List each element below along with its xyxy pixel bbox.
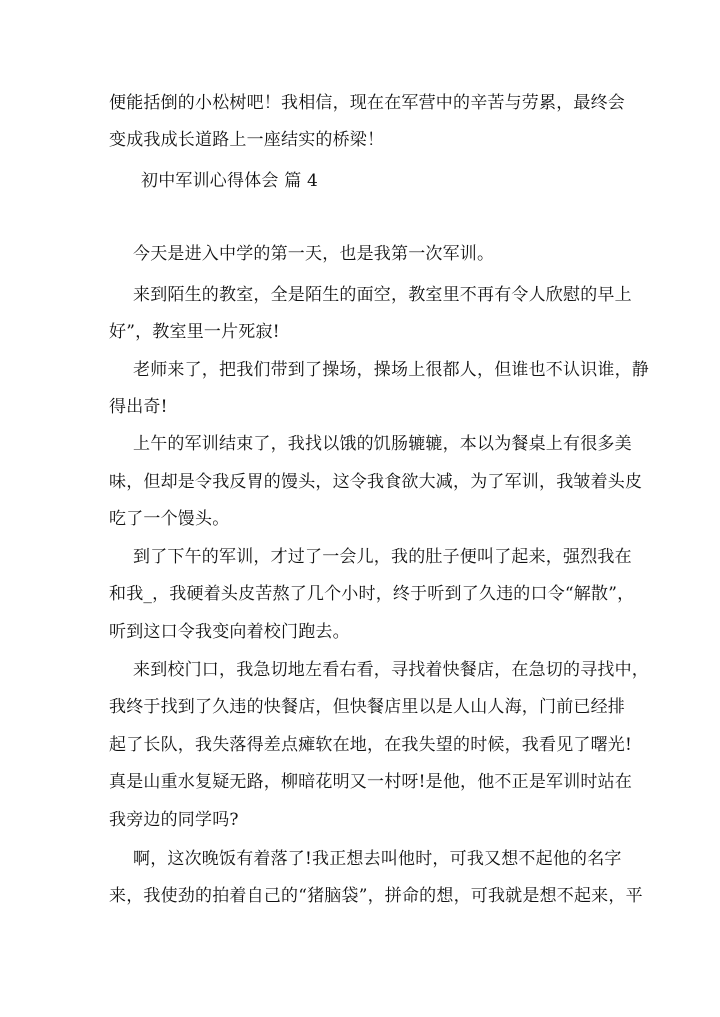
- paragraph-7-line-1: 啊，这次晚饭有着落了!我正想去叫他时，可我又想不起他的名字: [133, 849, 622, 869]
- paragraph-3-line-2: 得出奇!: [109, 397, 168, 417]
- intro-line-1: 便能括倒的小松树吧！我相信，现在在军营中的辛苦与劳累，最终会: [109, 93, 625, 113]
- paragraph-6-line-3: 起了长队，我失落得差点瘫软在地，在我失望的时候，我看见了曙光!: [109, 735, 633, 755]
- intro-line-2: 变成我成长道路上一座结实的桥梁！: [109, 130, 385, 150]
- paragraph-6-line-4: 真是山重水复疑无路，柳暗花明又一村呀!是他，他不正是军训时站在: [109, 772, 633, 792]
- paragraph-5-line-2: 和我_，我硬着头皮苦熬了几个小时，终于听到了久违的口令“解散”，: [109, 584, 635, 604]
- section-heading: 初中军训心得体会 篇 4: [141, 171, 319, 191]
- paragraph-2-line-1: 来到陌生的教室，全是陌生的面空，教室里不再有令人欣慰的早上: [133, 285, 632, 305]
- paragraph-6-line-5: 我旁边的同学吗?: [109, 810, 239, 830]
- paragraph-3-line-1: 老师来了，把我们带到了操场，操场上很都人，但谁也不认识谁，静: [133, 360, 649, 380]
- paragraph-6-line-1: 来到校门口，我急切地左看右看，寻找着快餐店，在急切的寻找中，: [133, 660, 649, 680]
- paragraph-7-line-2: 来，我使劲的拍着自己的“猪脑袋”，拼命的想，可我就是想不起来，平: [109, 886, 643, 906]
- paragraph-6-line-2: 我终于找到了久违的快餐店，但快餐店里以是人山人海，门前已经排: [109, 697, 625, 717]
- paragraph-5-line-1: 到了下午的军训，才过了一会儿，我的肚子便叫了起来，强烈我在: [133, 547, 632, 567]
- paragraph-1-line-1: 今天是进入中学的第一天，也是我第一次军训。: [133, 244, 495, 264]
- paragraph-5-line-3: 听到这口令我变向着校门跑去。: [109, 622, 350, 642]
- paragraph-2-line-2: 好”，教室里一片死寂!: [109, 322, 280, 342]
- paragraph-4-line-2: 味，但却是令我反胃的馒头，这令我食欲大减，为了军训，我皱着头皮: [109, 472, 643, 492]
- paragraph-4-line-3: 吃了一个馒头。: [109, 509, 230, 529]
- paragraph-4-line-1: 上午的军训结束了，我找以饿的饥肠辘辘，本以为餐桌上有很多美: [133, 434, 632, 454]
